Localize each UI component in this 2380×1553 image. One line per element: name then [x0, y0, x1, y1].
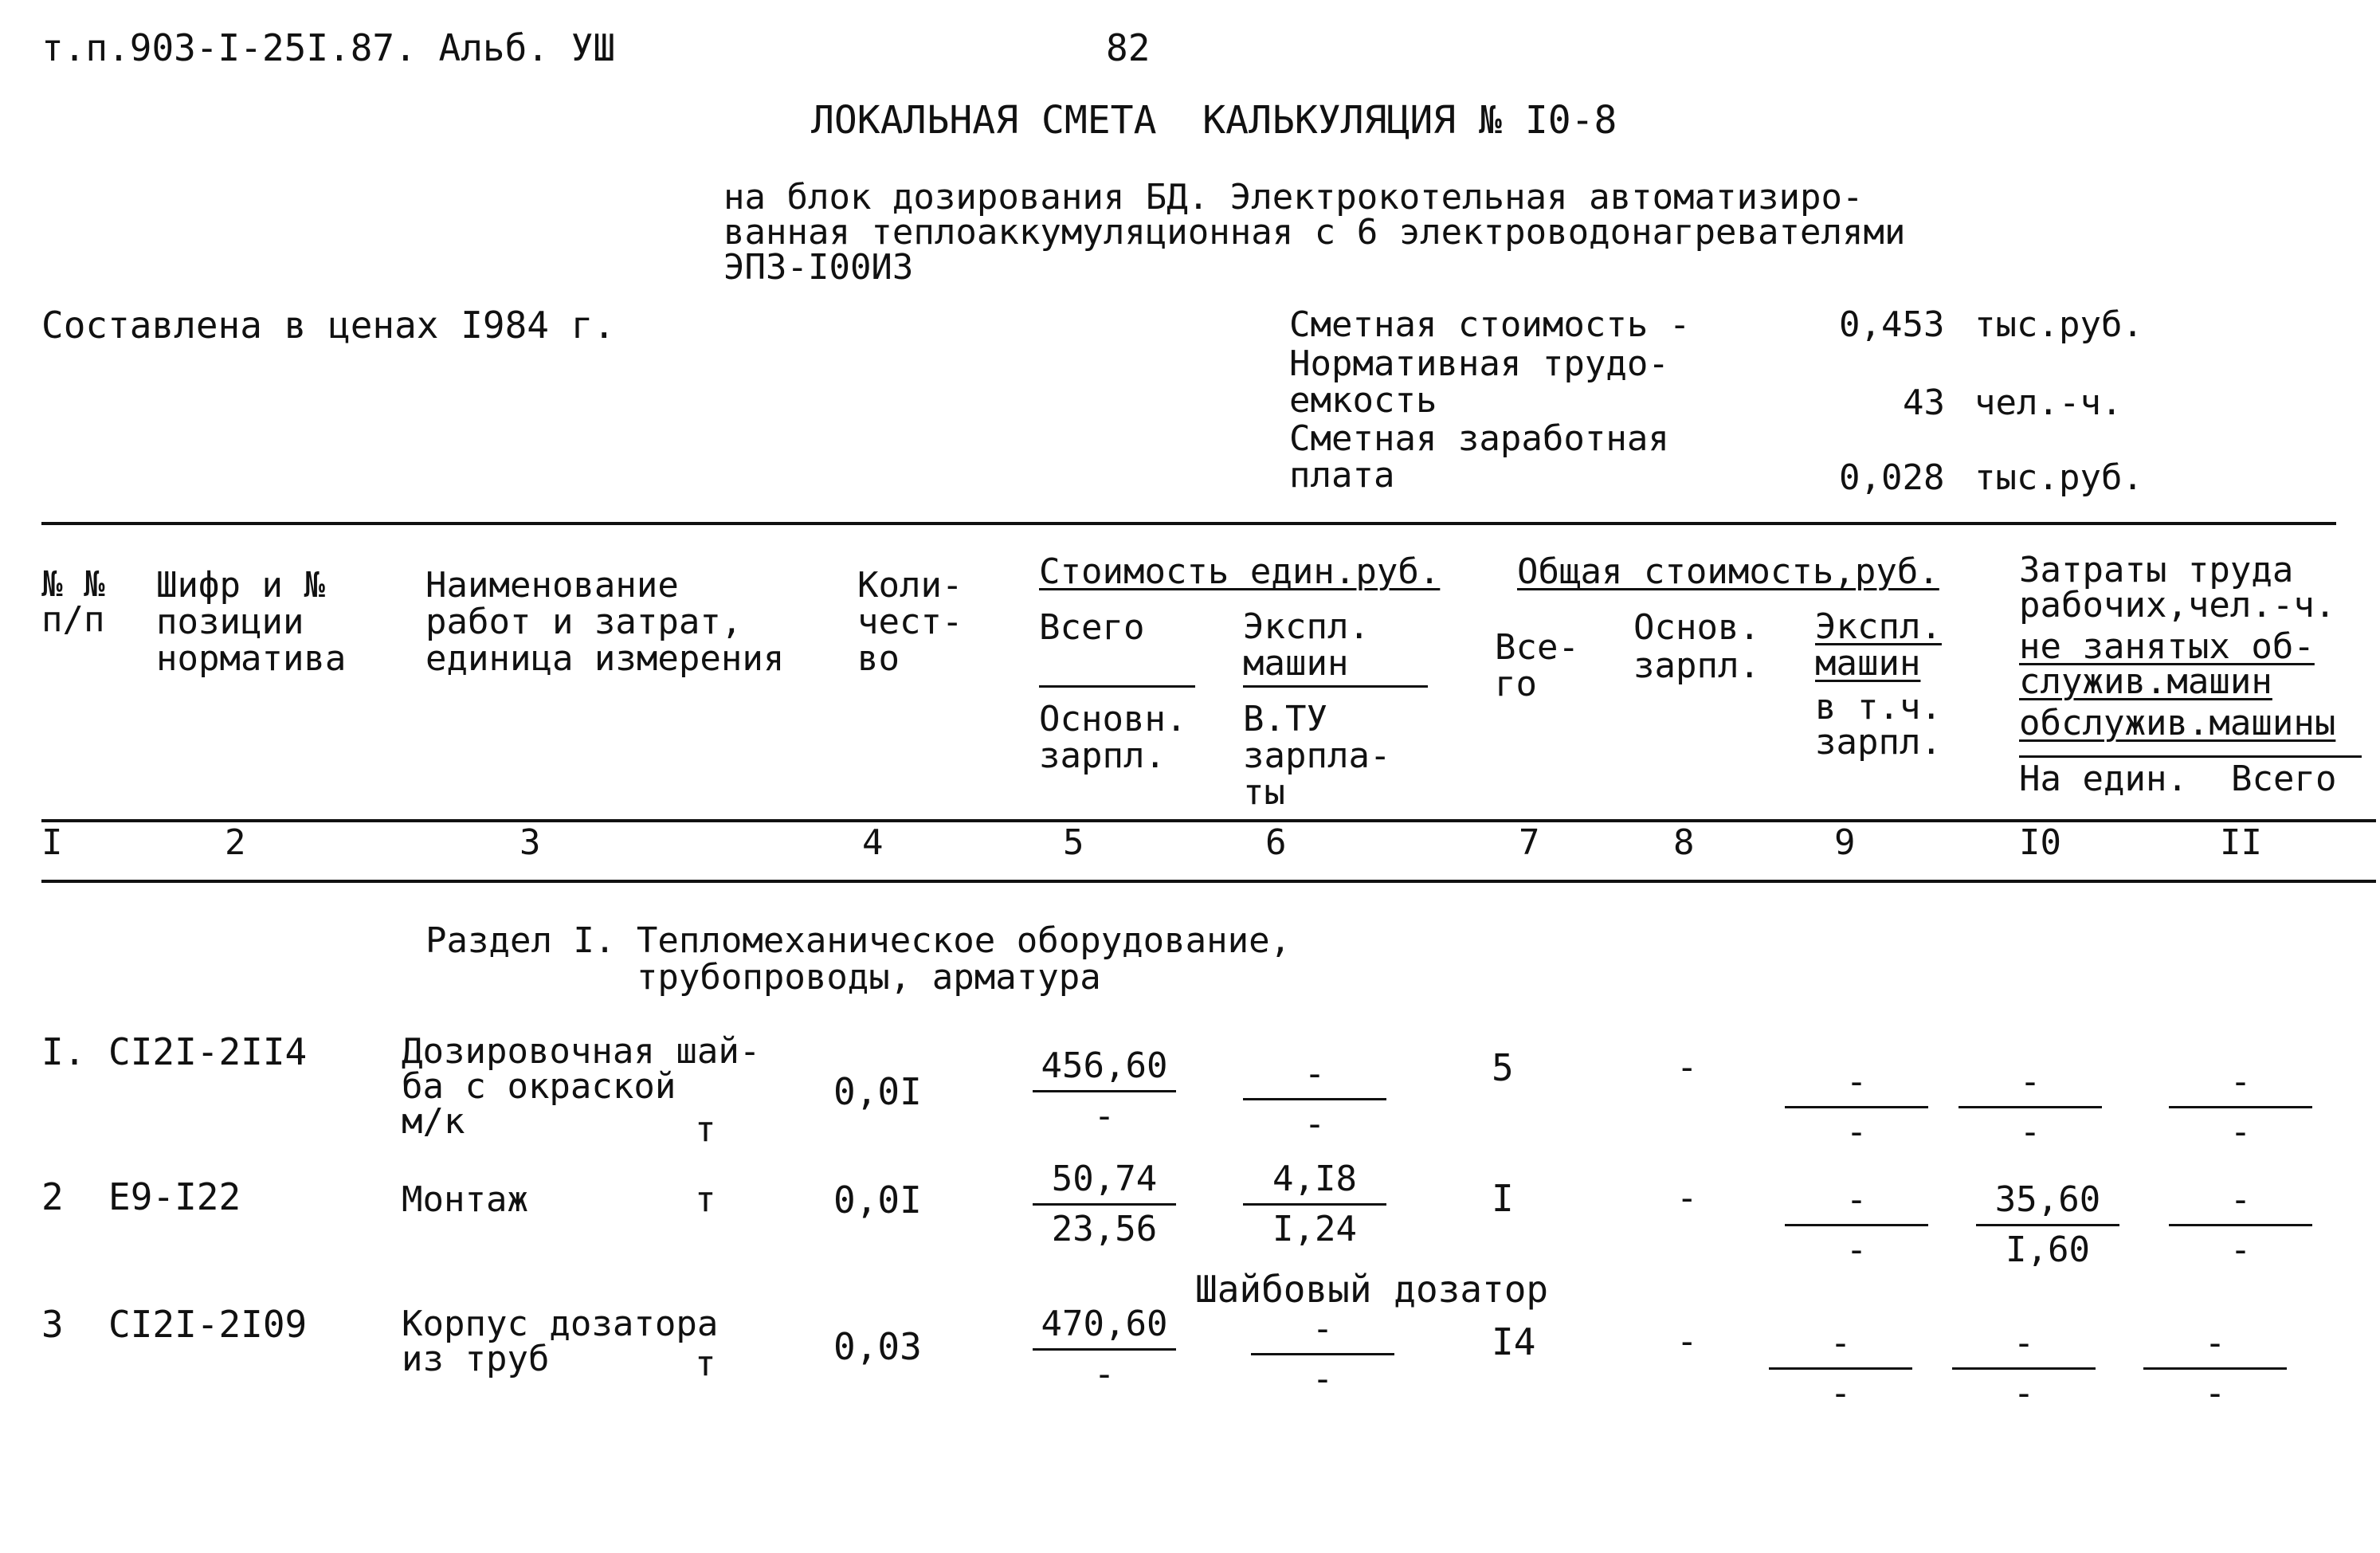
prices-note: Составлена в ценах I984 г. [41, 304, 616, 347]
fraction-bar [1785, 1106, 1928, 1108]
unit-cost-total: 470,60 [1041, 1304, 1168, 1344]
row-unit: т [695, 1109, 716, 1150]
row-labor-total [2161, 1178, 2320, 1273]
row-total-wage: - [1676, 1178, 1698, 1218]
fraction-bar [1976, 1224, 2119, 1226]
column-number: 9 [1834, 822, 1856, 863]
col-header-quantity: Коли- чест- во [857, 565, 963, 680]
labor-total-machines: - [2229, 1229, 2252, 1270]
total-machines-cost: - [1829, 1323, 1852, 1363]
labor-total-machines: - [2229, 1112, 2252, 1152]
wage-value: 0,028 [1839, 457, 1945, 498]
row-quantity: 0,03 [833, 1325, 922, 1368]
document-title: ЛОКАЛЬНАЯ СМЕТА КАЛЬКУЛЯЦИЯ № I0-8 [811, 98, 1617, 143]
fraction-bar [1769, 1367, 1912, 1370]
row-unit-machines [1243, 1307, 1402, 1402]
labor-subheader-idle: не занятых об- служив.машин [2019, 626, 2315, 702]
fraction-bar [1959, 1106, 2102, 1108]
col-header-total-machine-wage: в т.ч. зарпл. [1815, 687, 1942, 763]
row-total-machines [1777, 1178, 1936, 1273]
page-number: 82 [1106, 26, 1151, 69]
labor-total-idle: - [2229, 1179, 2252, 1220]
fraction-bar [1243, 1203, 1386, 1206]
unit-machines-wage: - [1304, 1104, 1326, 1144]
table-top-rule [41, 522, 2336, 525]
row-unit-cost [1025, 1044, 1184, 1139]
row-total: 5 [1492, 1046, 1514, 1089]
col-header-number: № № п/п [41, 564, 105, 640]
row-code: CI2I-2I09 [108, 1303, 308, 1346]
unit-cost-total: 50,74 [1051, 1159, 1158, 1199]
row-labor-unit [1968, 1178, 2127, 1273]
col-header-unit-wage: Основн. зарпл. [1039, 699, 1187, 777]
col-header-total-machines: Экспл. машин [1815, 606, 1942, 684]
row-quantity: 0,0I [833, 1070, 922, 1113]
column-number: I [41, 822, 63, 863]
document-subtitle: на блок дозирования БД. Электрокотельная автоматизиро- ванная теплоаккумуляционная с 6 электроводонагревателями ЭПЗ-I00ИЗ [723, 177, 1906, 288]
column-number: 8 [1673, 822, 1695, 863]
row-name: Корпус дозатора из труб [402, 1304, 719, 1379]
unit-cost-wage: - [1093, 1354, 1116, 1394]
total-machines-cost: - [1845, 1061, 1868, 1102]
column-number: II [2220, 822, 2262, 863]
labor-total-idle: - [2229, 1061, 2252, 1102]
cost-value: 0,453 [1839, 304, 1945, 345]
fraction-bar [2143, 1367, 2287, 1370]
unit-machines-cost: 4,I8 [1272, 1159, 1357, 1199]
row-total-machines [1777, 1060, 1936, 1155]
labor-label: Нормативная трудо- емкость [1289, 343, 1669, 422]
row-name: Дозировочная шай- ба с окраской м/к [402, 1031, 761, 1142]
unit-machines-wage: - [1312, 1359, 1334, 1399]
row-total: I4 [1492, 1320, 1536, 1363]
row-unit-cost [1025, 1157, 1184, 1252]
labor-total-idle: - [2204, 1323, 2226, 1363]
row-unit-machines [1235, 1157, 1394, 1252]
row-labor-total [2161, 1060, 2320, 1155]
col-header-code: Шифр и № позиции норматива [156, 565, 347, 680]
column-number: 3 [520, 822, 541, 863]
section-title: Раздел I. Тепломеханическое оборудование, трубопроводы, арматура [425, 920, 1292, 998]
total-machines-wage: - [1845, 1229, 1868, 1270]
col5-divider [1039, 685, 1195, 688]
total-machines-wage: - [1829, 1373, 1852, 1414]
row-unit-cost [1025, 1302, 1184, 1397]
labor-subheader-machines: обслужив.машины [2019, 703, 2336, 743]
labor-unit-machines: I,60 [2006, 1229, 2090, 1270]
total-cost-group-header: Общая стоимость,руб. [1517, 551, 1939, 592]
row-code: CI2I-2II4 [108, 1030, 308, 1073]
column-number: 4 [862, 822, 884, 863]
fraction-bar [1243, 1098, 1386, 1100]
labor-unit-idle: 35,60 [1994, 1179, 2101, 1220]
labor-unit-machines: - [2013, 1373, 2035, 1414]
row-labor-unit [1951, 1060, 2110, 1155]
col-header-total: Все- го [1495, 627, 1579, 705]
cost-unit: тыс.руб. [1974, 304, 2143, 345]
col-header-labor-total: Всего [2231, 759, 2337, 799]
unit-cost-group-header: Стоимость един.руб. [1039, 551, 1441, 592]
column-numbers-bottom-rule [41, 880, 2376, 883]
labor-unit: чел.-ч. [1974, 382, 2123, 423]
cost-label: Сметная стоимость - [1289, 304, 1691, 345]
unit-cost-wage: 23,56 [1051, 1209, 1158, 1249]
labor-value: 43 [1903, 382, 1945, 423]
col6-divider [1243, 685, 1428, 688]
doc-reference: т.п.903-I-25I.87. Альб. УШ [41, 26, 616, 69]
row-number: I. [41, 1030, 86, 1073]
column-number: 2 [225, 822, 246, 863]
row-total-wage: - [1676, 1047, 1698, 1088]
column-number: 5 [1063, 822, 1084, 863]
fraction-bar [1033, 1090, 1176, 1092]
labor-group-header: Затраты труда рабочих,чел.-ч. [2019, 550, 2336, 626]
unit-machines-wage: I,24 [1272, 1209, 1357, 1249]
row-labor-total [2135, 1321, 2295, 1416]
wage-unit: тыс.руб. [1974, 457, 2143, 498]
labor-total-machines: - [2204, 1373, 2226, 1414]
total-machines-wage: - [1845, 1112, 1868, 1152]
total-machines-cost: - [1845, 1179, 1868, 1220]
column-number: 6 [1265, 822, 1287, 863]
row-code: Е9-I22 [108, 1175, 241, 1218]
labor-divider [2019, 755, 2362, 758]
column-number: 7 [1519, 822, 1540, 863]
row-unit: т [695, 1179, 716, 1220]
fraction-bar [2169, 1224, 2312, 1226]
col-header-unit-machine-wage: В.ТУ зарпла- ты [1243, 699, 1391, 814]
row-total: I [1492, 1177, 1514, 1220]
row-total-wage: - [1676, 1321, 1698, 1362]
fraction-bar [1952, 1367, 2096, 1370]
unit-machines-cost: - [1304, 1053, 1326, 1094]
wage-label: Сметная заработная плата [1289, 418, 1669, 496]
row-quantity: 0,0I [833, 1178, 922, 1222]
row-labor-unit [1944, 1321, 2104, 1416]
fraction-bar [1033, 1348, 1176, 1351]
row-subheading: Шайбовый дозатор [1195, 1268, 1549, 1311]
unit-cost-wage: - [1093, 1096, 1116, 1136]
labor-unit-machines: - [2019, 1112, 2041, 1152]
fraction-bar [1785, 1224, 1928, 1226]
row-name: Монтаж [402, 1179, 528, 1220]
fraction-bar [2169, 1106, 2312, 1108]
row-unit-machines [1235, 1052, 1394, 1147]
row-total-machines [1761, 1321, 1920, 1416]
row-unit: т [695, 1343, 716, 1384]
row-number: 3 [41, 1303, 64, 1346]
row-number: 2 [41, 1175, 64, 1218]
fraction-bar [1251, 1353, 1394, 1355]
fraction-bar [1033, 1203, 1176, 1206]
unit-cost-total: 456,60 [1041, 1045, 1168, 1086]
unit-machines-cost: - [1312, 1308, 1334, 1349]
col-header-labor-unit: На един. [2019, 759, 2188, 799]
column-number: I0 [2019, 822, 2061, 863]
labor-unit-idle: - [2019, 1061, 2041, 1102]
col-header-unit-total: Всего [1039, 607, 1145, 648]
col-header-name: Наименование работ и затрат, единица измерения [425, 565, 785, 680]
col-header-total-wage: Основ. зарпл. [1633, 607, 1760, 686]
labor-unit-idle: - [2013, 1323, 2035, 1363]
col-header-unit-machines: Экспл. машин [1243, 606, 1370, 684]
